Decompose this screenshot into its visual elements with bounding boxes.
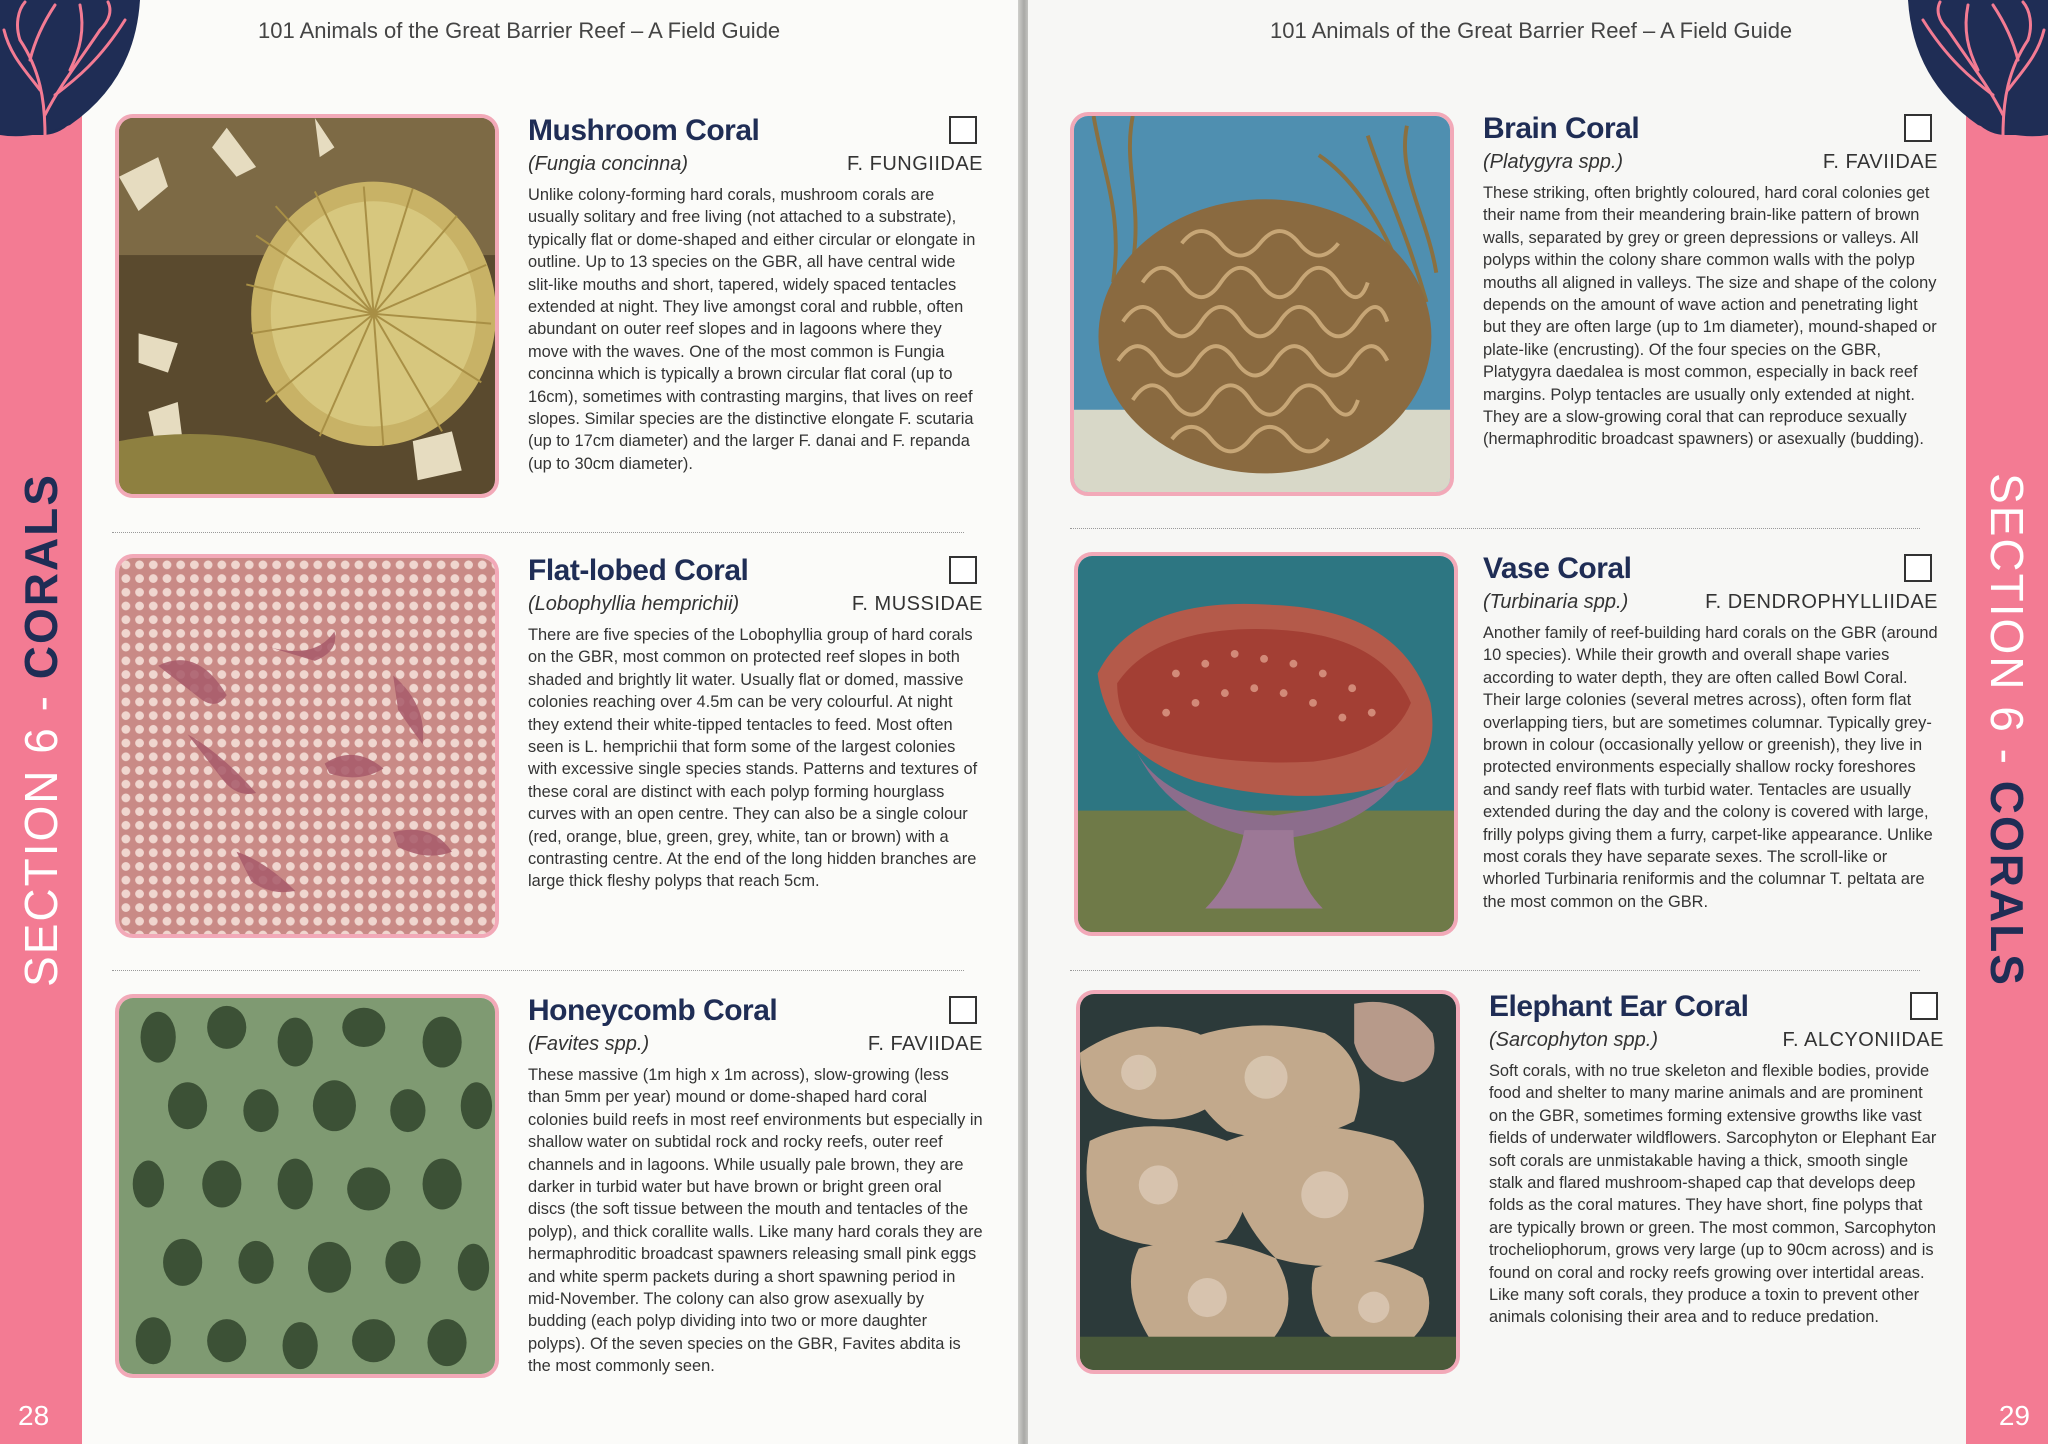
species-description: There are five species of the Lobophyllia group of hard corals on the GBR, most common on protected reef slopes in both shaded and brightly lit water. Usually flat or domed, massive colonies reaching over 4.5m can be very colourful. At night they extend their white-tipped tentacles to feed. Most often seen is L. hemprichii that form some of the largest colonies with excessive single species stands. Patterns and textures of these coral are distinct with each polyp forming hourglass curves with an open centre. They can also be a single colour (red, orange, blue, green, grey, white, tan or brown) with a contrasting centre. At the end of the long hidden branches are large thick fleshy polyps that reach 5cm.	[528, 626, 978, 891]
section-prefix: SECTION 6 -	[1981, 473, 2033, 781]
divider	[1070, 970, 1920, 971]
left-page	[0, 0, 1020, 1444]
species-photo	[1074, 552, 1458, 936]
family-name: F. FAVIIDAE	[867, 1033, 983, 1055]
checkbox-icon[interactable]	[1904, 114, 1932, 142]
species-description: These massive (1m high x 1m across), slow-growing (less than 5mm per year) mound or dome-shaped hard coral colonies build reefs in most reef environments but especially in shallow water on subtidal rock and rocky reefs, outer reef channels and in lagoons. While usually pale brown, they are darker in turbid water but have brown or bright green oral discs (the soft tissue between the mouth and tentacles of the polyp), and thick corallite walls. Like many hard corals they are hermaphroditic broadcast spawners releasing small pink eggs and white sperm packets during a short spawning period in mid-November. The colony can also grow asexually by budding (each polyp dividing into two or more daughter polyps). Of the seven species on the GBR, Favites abdita is the most commonly seen.	[528, 1066, 983, 1376]
section-tab	[1966, 473, 2048, 987]
scientific-name: (Sarcophyton spp.)	[1489, 1029, 1658, 1051]
species-entry	[115, 554, 983, 954]
section-tab	[0, 473, 82, 987]
species-description: These striking, often brightly coloured, hard coral colonies get their name from their meandering brain-like pattern of brown walls, separated by grey or green depressions or valleys. All polyps within the colony share common walls with the polyp mouths all aligned in valleys. The size and shape of the colony depends on the amount of wave action and penetrating light but they are often large (up to 1m diameter), mound-shaped or plate-like (encrusting). Of the four species on the GBR, Platygyra daedalea is most common, especially in back reef margins. Polyp tentacles are usually only extended at night. They are a slow-growing coral that can reproduce sexually (hermaphroditic broadcast spawners) or asexually (budding).	[1483, 184, 1937, 449]
running-head: 101 Animals of the Great Barrier Reef – A Field Guide	[1270, 18, 1793, 43]
species-description: Soft corals, with no true skeleton and flexible bodies, provide food and shelter to many marine animals and are prominent on the GBR, sometimes forming extensive growths like vast fields of underwater wildflowers. Sarcophyton or Elephant Ear soft corals are unmistakable having a thick, smooth single stalk and flared mushroom-shaped cap that develops deep folds as the coral matures. They have short, fine polyps that are typically brown or green. The most common, Sarcophyton trocheliophorum, grows very large (up to 90cm across) and is found on coral and rocky reefs growing over intertidal areas. Like many soft corals, they produce a toxin to prevent other animals colonising their area and to reduce predation.	[1489, 1062, 1937, 1327]
species-entry	[1070, 990, 1944, 1390]
species-title: Honeycomb Coral	[528, 994, 778, 1027]
family-name: F. DENDROPHYLLIIDAE	[1705, 591, 1938, 613]
species-title: Mushroom Coral	[528, 114, 760, 147]
species-photo	[115, 554, 499, 938]
species-text	[1489, 990, 1944, 1329]
species-description: Unlike colony-forming hard corals, mushroom corals are usually solitary and free living (not attached to a substrate), typically flat or dome-shaped and either circular or elongate in outline. Up to 13 species on the GBR, all have central wide slit-like mouths and short, tapered, widely spaced tentacles extended at night. They live amongst coral and rubble, often abundant on outer reef slopes and in lagoons where they move with the waves. One of the most common is Fungia concinna which is typically a brown circular flat coral (up to 16cm), sometimes with contrasting margins, that lives on reef slopes. Similar species are the distinctive elongate F. scutaria (up to 17cm diameter) and the larger F. danai and F. repanda (up to 30cm diameter).	[528, 186, 976, 473]
checkbox-icon[interactable]	[949, 996, 977, 1024]
running-head: 101 Animals of the Great Barrier Reef – A Field Guide	[258, 18, 781, 43]
section-name: CORALS	[15, 473, 67, 680]
page-number: 29	[1998, 1400, 2030, 1431]
species-photo	[1070, 112, 1454, 496]
checkbox-icon[interactable]	[949, 116, 977, 144]
right-page	[1028, 0, 2048, 1444]
scientific-name: (Turbinaria spp.)	[1483, 591, 1629, 613]
species-title: Vase Coral	[1483, 552, 1632, 585]
divider	[1070, 528, 1920, 529]
family-name: F. ALCYONIIDAE	[1782, 1029, 1944, 1051]
scientific-name: (Lobophyllia hemprichii)	[528, 593, 740, 615]
species-title: Brain Coral	[1483, 112, 1640, 145]
scientific-name: (Platygyra spp.)	[1483, 151, 1624, 173]
page-number: 28	[18, 1400, 50, 1431]
family-name: F. FUNGIIDAE	[846, 153, 983, 175]
species-text	[528, 114, 983, 475]
divider	[112, 532, 964, 533]
species-text	[528, 554, 983, 893]
scientific-name: (Fungia concinna)	[528, 153, 689, 175]
species-entry	[115, 994, 983, 1394]
checkbox-icon[interactable]	[1910, 992, 1938, 1020]
species-title: Elephant Ear Coral	[1489, 990, 1749, 1023]
species-entry	[1070, 552, 1938, 952]
section-name: CORALS	[1981, 780, 2033, 987]
species-description: Another family of reef-building hard corals on the GBR (around 10 species). While their growth and overall shape varies according to water depth, they are often called Bowl Coral. Their large colonies (several metres across), often form flat overlapping tiers, but are sometimes columnar. Typically grey-brown in colour (occasionally yellow or greenish), they live in protected environments especially shallow rocky foreshores and sandy reef flats with turbid water. Tentacles are usually extended during the day and the colony is covered with large, frilly polyps giving them a furry, carpet-like appearance. Unlike most corals they have separate sexes. The scroll-like or whorled Turbinaria reniformis and the columnar T. peltata are the most common on the GBR.	[1483, 624, 1938, 911]
section-prefix: SECTION 6 -	[15, 679, 67, 987]
species-photo	[115, 114, 499, 498]
checkbox-icon[interactable]	[1904, 554, 1932, 582]
species-entry	[115, 114, 983, 514]
scientific-name: (Favites spp.)	[528, 1033, 650, 1055]
checkbox-icon[interactable]	[949, 556, 977, 584]
species-text	[528, 994, 983, 1378]
species-photo	[115, 994, 499, 1378]
divider	[112, 970, 964, 971]
species-text	[1483, 112, 1938, 451]
species-entry	[1070, 112, 1938, 512]
family-name: F. FAVIIDAE	[1822, 151, 1938, 173]
species-title: Flat-lobed Coral	[528, 554, 749, 587]
species-photo	[1076, 990, 1460, 1374]
species-text	[1483, 552, 1938, 913]
family-name: F. MUSSIDAE	[851, 593, 983, 615]
